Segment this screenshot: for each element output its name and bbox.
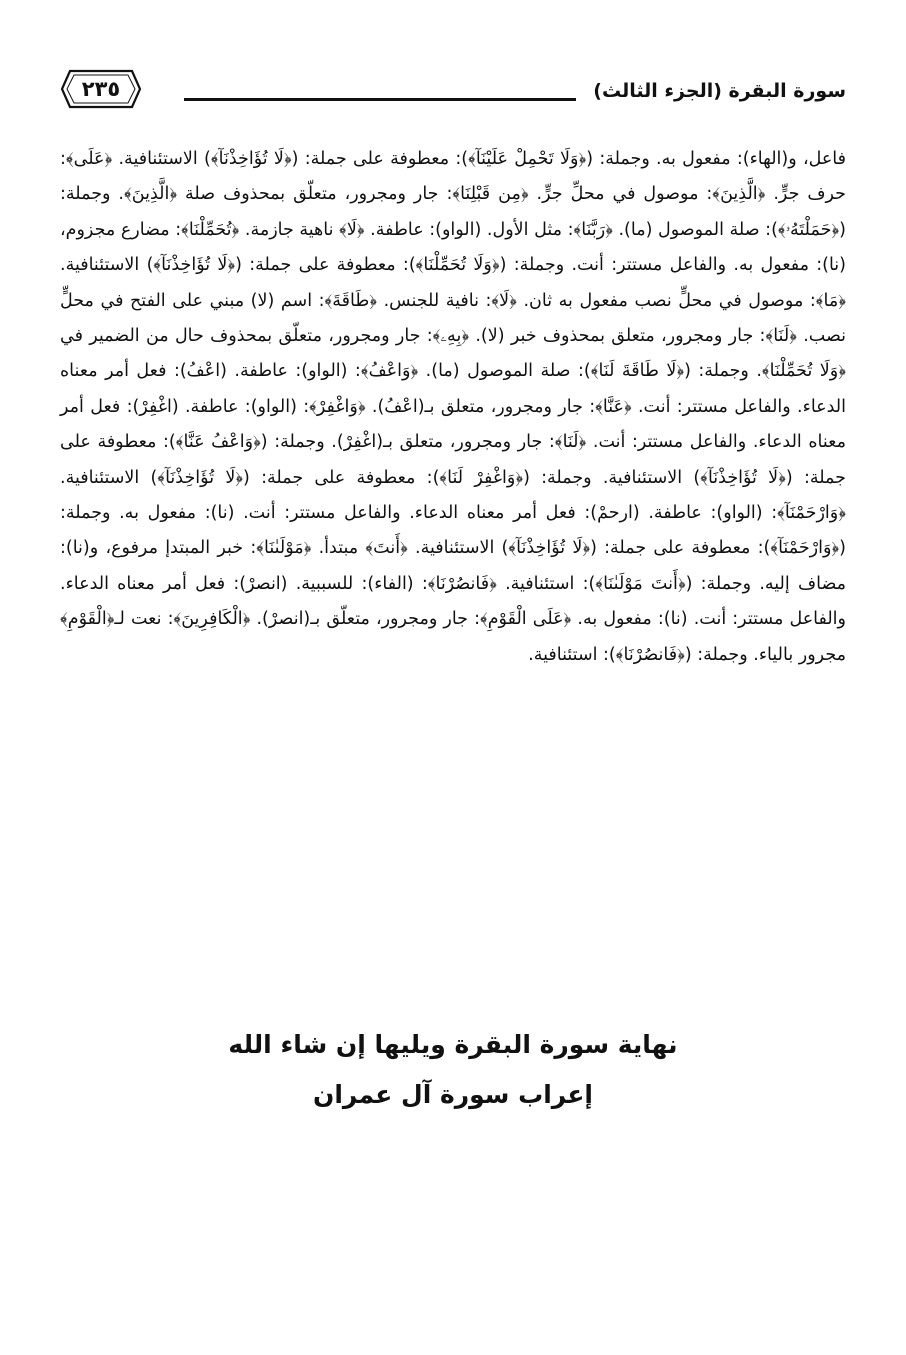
page-number-frame <box>60 68 142 110</box>
closing-heading <box>60 1020 846 1120</box>
body-paragraph: فاعل، و(الهاء): مفعول به. وجملة: (﴿وَلَا تَحْمِلْ عَلَيْنَآ﴾): معطوفة على جملة: (﴿لَا تُؤَاخِذْنَآ﴾) الاستئنافية. ﴿عَلَى﴾: حرف جرٍّ. ﴿الَّذِينَ﴾: موصول في محلِّ جرٍّ. ﴿مِن قَبْلِنَا﴾: جار ومجرور، متعلّق بمحذوف صلة ﴿الَّذِينَ﴾. وجملة: (﴿حَمَلْتَهُۥ﴾): صلة الموصول (ما). ﴿رَبَّنَا﴾: مثل الأول. (الواو): عاطفة. ﴿لَا﴾ ناهية جازمة. ﴿تُحَمِّلْنَا﴾: مضارع مجزوم، (نا): مفعول به. والفاعل مستتر: أنت. وجملة: (﴿وَلَا تُحَمِّلْنَا﴾): معطوفة على جملة: (﴿لَا تُؤَاخِذْنَآ﴾) الاستئنافية. ﴿مَا﴾: موصول في محلٍّ نصب مفعول به ثان. ﴿لَا﴾: نافية للجنس. ﴿طَاقَةَ﴾: اسم (لا) مبني على الفتح في محلٍّ نصب. ﴿لَنَا﴾: جار ومجرور، متعلق بمحذوف خبر (لا). ﴿بِهِۦ﴾: جار ومجرور، متعلّق بمحذوف حال من الضمير في ﴿وَلَا تُحَمِّلْنَا﴾. وجملة: (﴿لَا طَاقَةَ لَنَا﴾): صلة الموصول (ما). ﴿وَاعْفُ﴾: (الواو): عاطفة. (اعْفُ): فعل أمر معناه الدعاء. والفاعل مستتر: أنت. ﴿عَنَّا﴾: جار ومجرور، متعلق بـ(اعْفُ). ﴿وَاغْفِرْ﴾: (الواو): عاطفة. (اغْفِرْ): فعل أمر معناه الدعاء. والفاعل مستتر: أنت. ﴿لَنَا﴾: جار ومجرور، متعلق بـ(اغْفِرْ). وجملة: (﴿وَاعْفُ عَنَّا﴾): معطوفة على جملة: (﴿لَا تُؤَاخِذْنَآ﴾) الاستئنافية. وجملة: (﴿وَاغْفِرْ لَنَا﴾): معطوفة على جملة: (﴿لَا تُؤَاخِذْنَآ﴾) الاستئنافية. ﴿وَارْحَمْنَآ﴾: (الواو): عاطفة. (ارحمْ): فعل أمر معناه الدعاء. والفاعل مستتر: أنت. (نا): مفعول به. وجملة: (﴿وَارْحَمْنَآ﴾): معطوفة على جملة: (﴿لَا تُؤَاخِذْنَآ﴾) الاستئنافية. ﴿أَنتَ﴾ مبتدأ. ﴿مَوْلَىٰنَا﴾: خبر المبتدإ مرفوع، و(نا): مضاف إليه. وجملة: (﴿أَنتَ مَوْلَىٰنَا﴾): استئنافية. ﴿فَانصُرْنَا﴾: (الفاء): للسببية. (انصرْ): فعل أمر معناه الدعاء. والفاعل مستتر: أنت. (نا): مفعول به. ﴿عَلَى الْقَوْمِ﴾: جار ومجرور، متعلّق بـ(انصرْ). ﴿الْكَافِرِينَ﴾: نعت لـ﴿الْقَوْمِ﴾ مجرور بالياء. وجملة: (﴿فَانصُرْنَا﴾): استئنافية. <box>60 149 846 665</box>
closing-line-1: نهاية سورة البقرة ويليها إن شاء الله <box>228 1030 678 1059</box>
page-number: ٢٣٥ <box>81 77 121 101</box>
running-title: سورة البقرة (الجزء الثالث) <box>593 80 846 102</box>
header-rule <box>184 98 576 101</box>
page-header <box>60 68 846 116</box>
closing-line-2: إعراب سورة آل عمران <box>313 1080 593 1109</box>
